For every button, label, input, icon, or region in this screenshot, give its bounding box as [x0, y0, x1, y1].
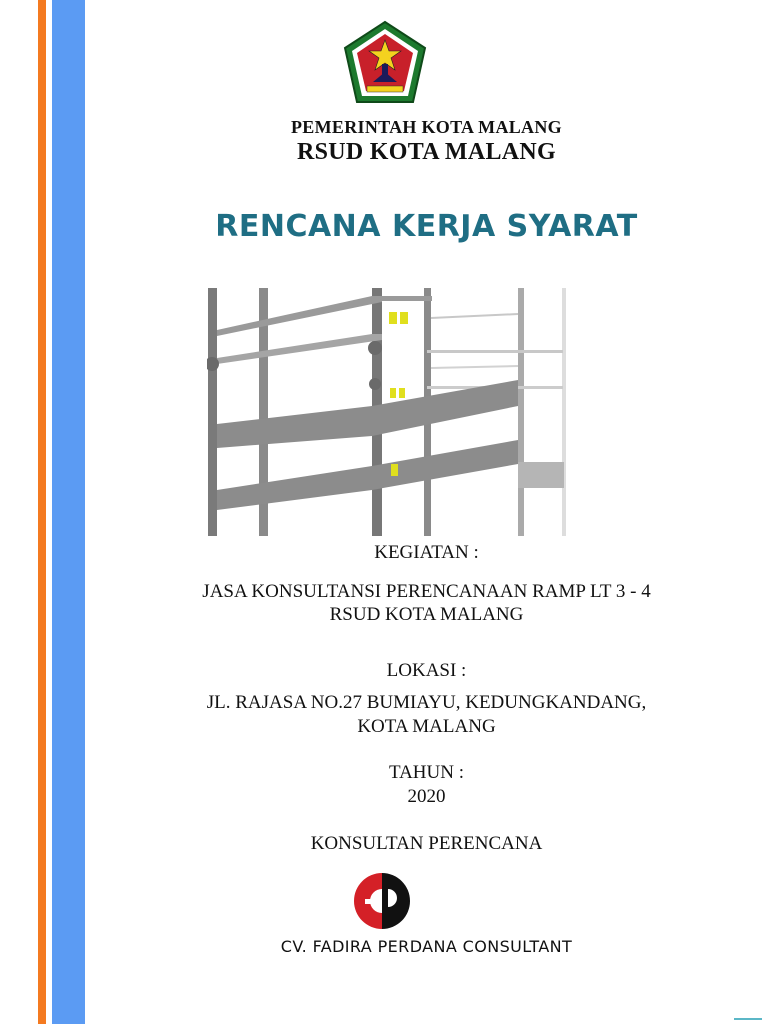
document-title: RENCANA KERJA SYARAT [215, 209, 638, 244]
fp-consultant-logo-icon [351, 871, 413, 931]
kegiatan-label: KEGIATAN : [374, 542, 479, 563]
government-name: PEMERINTAH KOTA MALANG [291, 117, 562, 137]
corner-mark [734, 1018, 762, 1020]
malang-city-crest-icon [343, 20, 427, 106]
konsultan-label: KONSULTAN PERENCANA [310, 833, 543, 854]
cover-page [85, 0, 768, 1024]
kegiatan-line-1: JASA KONSULTANSI PERENCANAAN RAMP LT 3 - 4 [202, 581, 651, 602]
lokasi-line-2: KOTA MALANG [357, 716, 496, 737]
tahun-value: 2020 [407, 786, 446, 807]
consultant-company-name: CV. FADIRA PERDANA CONSULTANT [280, 937, 573, 956]
hospital-name: RSUD KOTA MALANG [296, 139, 557, 165]
orange-side-stripe [38, 0, 46, 1024]
lokasi-line-1: JL. RAJASA NO.27 BUMIAYU, KEDUNGKANDANG, [206, 692, 647, 713]
kegiatan-line-2: RSUD KOTA MALANG [329, 604, 524, 625]
lokasi-label: LOKASI : [386, 660, 467, 681]
ramp-structure-render [207, 288, 571, 536]
tahun-label: TAHUN : [389, 762, 464, 783]
blue-side-stripe [52, 0, 85, 1024]
